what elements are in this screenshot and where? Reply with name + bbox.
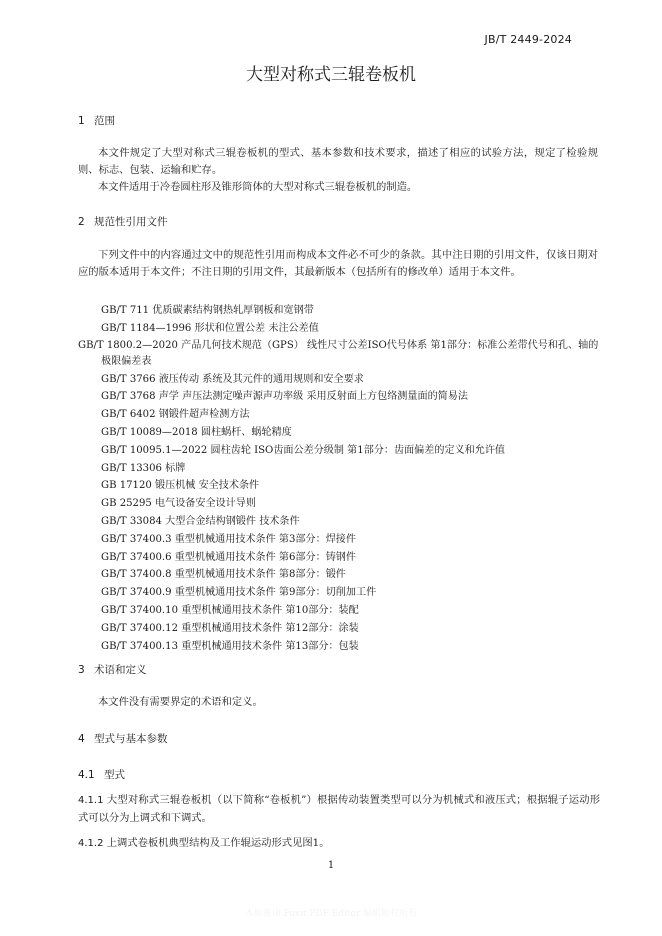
section-number: 4 — [78, 733, 85, 745]
reference-list — [78, 302, 601, 655]
section-title: 规范性引用文件 — [94, 216, 168, 228]
section-title: 型式 — [104, 769, 125, 781]
reference-item: GB/T 3766 液压传动 系统及其元件的通用规则和安全要求 — [101, 373, 364, 385]
scope-paragraph-2: 本文件适用于冷卷圆柱形及锥形筒体的大型对称式三辊卷板机的制造。 — [98, 181, 418, 193]
section-number: 2 — [78, 216, 85, 228]
section-heading-terms — [78, 662, 147, 677]
reference-item: GB/T 33084 大型合金结构钢锻件 技术条件 — [101, 515, 300, 527]
clause-4-1-2 — [78, 835, 600, 853]
reference-item: GB/T 10089—2018 圆柱蜗杆、蜗轮精度 — [101, 426, 292, 438]
reference-item: GB/T 10095.1—2022 圆柱齿轮 ISO齿面公差分级制 第1部分：齿面偏差的定义和允许值 — [101, 444, 506, 456]
section-heading-scope — [78, 113, 115, 128]
reference-item: GB/T 13306 标牌 — [101, 462, 186, 474]
reference-item: GB/T 1184—1996 形状和位置公差 未注公差值 — [101, 322, 319, 334]
reference-item: GB/T 37400.6 重型机械通用技术条件 第6部分：铸钢件 — [101, 551, 356, 563]
standard-code: JB/T 2449-2024 — [484, 33, 572, 46]
reference-item: GB 17120 锻压机械 安全技术条件 — [101, 480, 260, 492]
reference-item: GB/T 1800.2—2020 产品几何技术规范（GPS） 线性尺寸公差ISO代号体系 第1部分：标准公差带代号和孔、轴的极限偏差表 — [78, 339, 599, 368]
watermark-footer: 本标准由 Foxit PDF Editor 编辑版权所有 — [244, 909, 418, 919]
section-number: 1 — [78, 115, 85, 127]
clause-number: 4.1.1 — [78, 795, 104, 806]
normative-intro: 下列文件中的内容通过文中的规范性引用而构成本文件必不可少的条款。其中注日期的引用文件，仅该日期对应的版本适用于本文件；不注日期的引用文件，其最新版本（包括所有的修改单）适用于本文件。 — [78, 249, 598, 278]
reference-item: GB/T 3768 声学 声压法测定噪声源声功率级 采用反射面上方包络测量面的简易法 — [101, 391, 468, 403]
reference-item: GB/T 37400.8 重型机械通用技术条件 第8部分：锻件 — [101, 569, 346, 581]
reference-item: GB/T 711 优质碳素结构钢热轧厚钢板和宽钢带 — [101, 305, 314, 316]
page-number: 1 — [327, 860, 335, 871]
reference-item: GB/T 37400.9 重型机械通用技术条件 第9部分：切削加工件 — [101, 587, 377, 599]
section-number: 4.1 — [78, 769, 95, 781]
document-title: 大型对称式三辊卷板机 — [246, 65, 416, 85]
reference-item: GB/T 37400.13 重型机械通用技术条件 第13部分：包装 — [101, 640, 359, 652]
terms-paragraph: 本文件没有需要界定的术语和定义。 — [98, 696, 263, 708]
reference-item: GB/T 37400.12 重型机械通用技术条件 第12部分：涂装 — [101, 622, 359, 634]
reference-item: GB 25295 电气设备安全设计导则 — [101, 498, 256, 510]
section-title: 型式与基本参数 — [94, 733, 168, 745]
reference-item: GB/T 37400.3 重型机械通用技术条件 第3部分：焊接件 — [101, 533, 356, 545]
clause-4-1-1 — [78, 792, 600, 826]
clause-text: 上调式卷板机典型结构及工作辊运动形式见图1。 — [106, 837, 330, 849]
section-number: 3 — [78, 664, 85, 676]
subsection-heading-type — [78, 767, 125, 782]
clause-text: 大型对称式三辊卷板机（以下简称“卷板机”）根据传动装置类型可以分为机械式和液压式；根据辊子运动形式可以分为上调式和下调式。 — [78, 794, 600, 824]
section-title: 术语和定义 — [94, 664, 147, 676]
reference-item: GB/T 37400.10 重型机械通用技术条件 第10部分：装配 — [101, 604, 359, 616]
section-title: 范围 — [94, 115, 115, 127]
section-heading-types — [78, 731, 168, 746]
clause-number: 4.1.2 — [78, 838, 104, 849]
section-heading-normative — [78, 214, 168, 229]
reference-item: GB/T 6402 钢锻件超声检测方法 — [101, 409, 250, 421]
scope-paragraph-1: 本文件规定了大型对称式三辊卷板机的型式、基本参数和技术要求，描述了相应的试验方法，规定了检验规则、标志、包装、运输和贮存。 — [78, 147, 598, 176]
